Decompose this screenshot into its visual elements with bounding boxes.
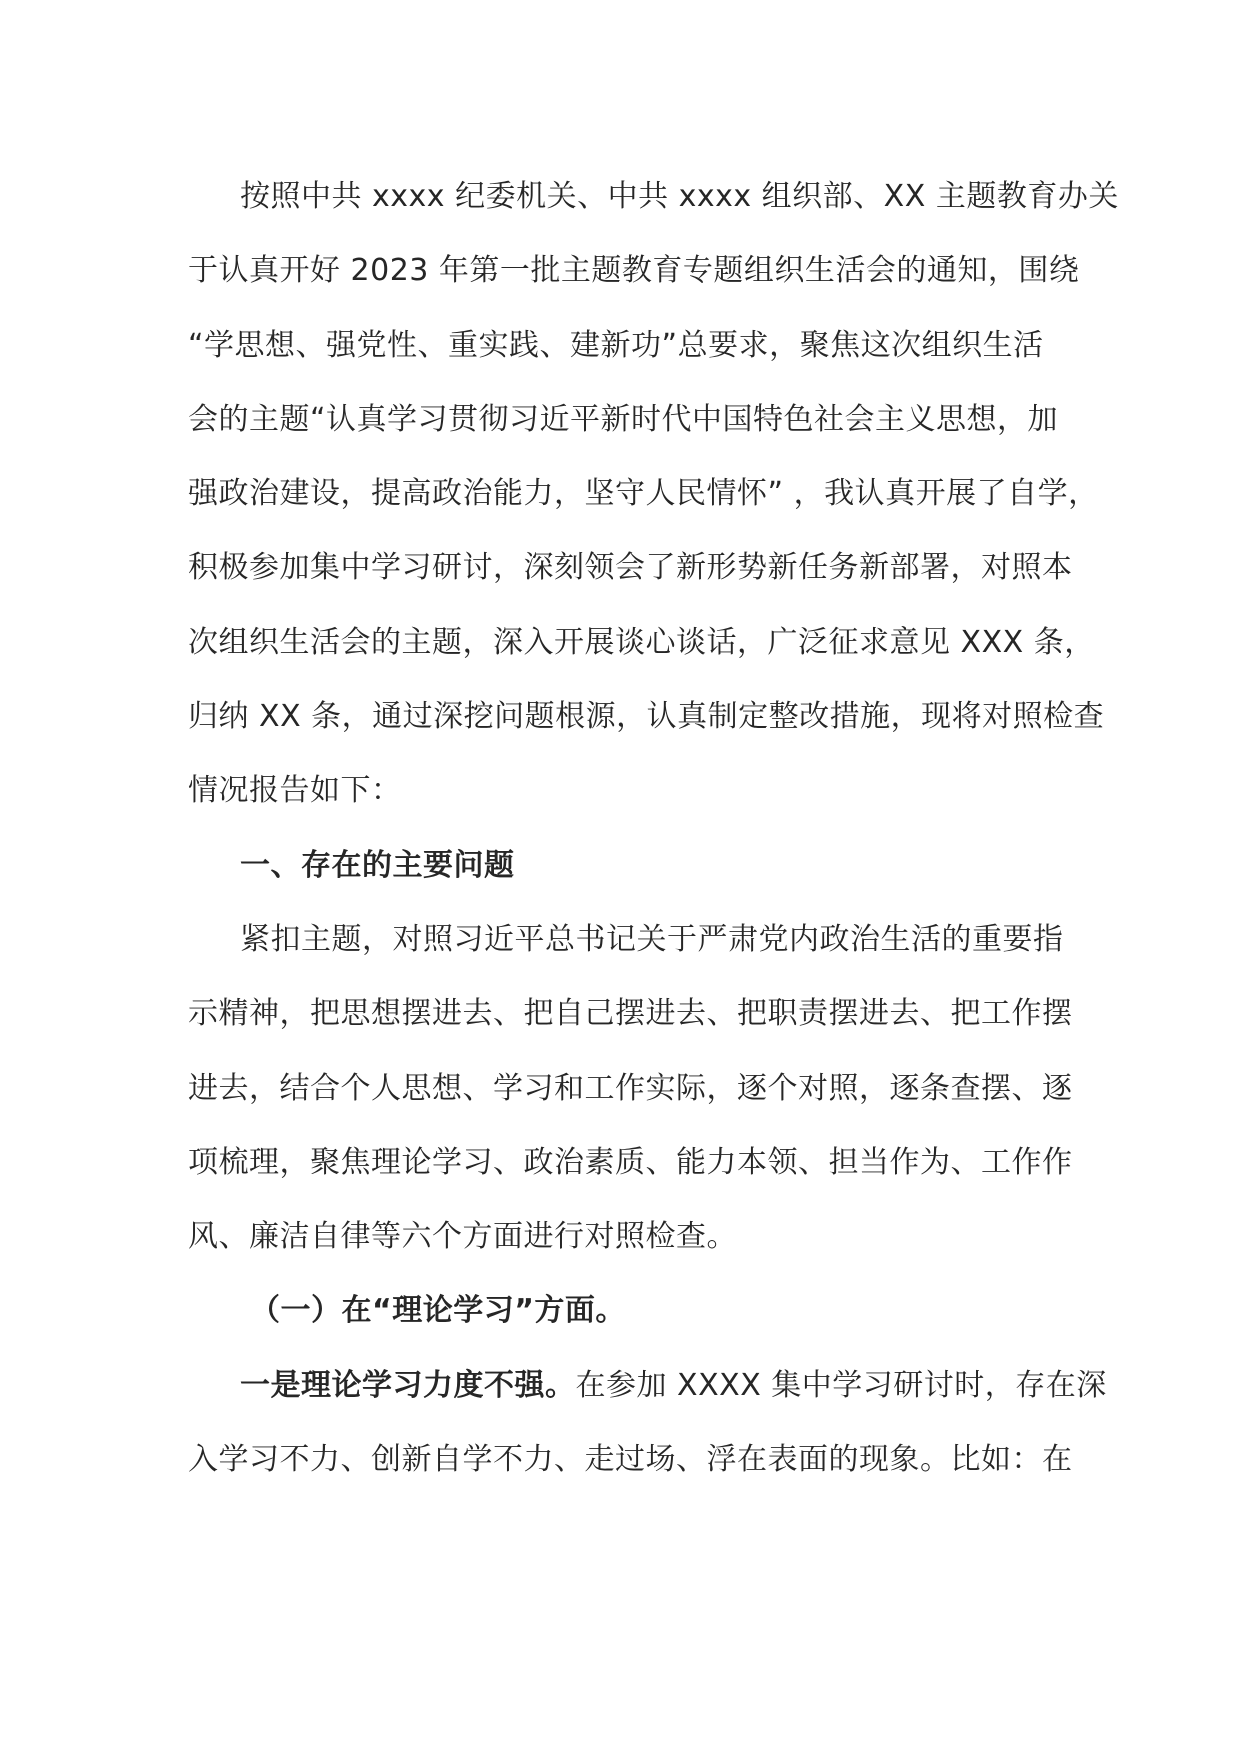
paragraph-overview-line-3: 进去，结合个人思想、学习和工作实际，逐个对照，逐条查摆、逐 xyxy=(188,1070,1073,1106)
paragraph-overview-line-5: 风、廉洁自律等六个方面进行对照检查。 xyxy=(188,1219,737,1255)
paragraph-intro-line-9: 情况报告如下： xyxy=(188,773,402,809)
paragraph-intro-line-1: 按照中共 xxxx 纪委机关、中共 xxxx 组织部、XX 主题教育办关 xyxy=(240,179,1119,214)
paragraph-overview-line-1: 紧扣主题，对照习近平总书记关于严肃党内政治生活的重要指 xyxy=(240,921,1064,957)
paragraph-intro-line-4: 会的主题“认真学习贯彻习近平新时代中国特色社会主义思想，加 xyxy=(188,401,1059,437)
paragraph-overview-line-2: 示精神，把思想摆进去、把自己摆进去、把职责摆进去、把工作摆 xyxy=(188,996,1073,1032)
document-body xyxy=(188,160,1119,1497)
paragraph-point-one-line-1 xyxy=(188,1349,1107,1423)
section-heading-main-problems: 一、存在的主要问题 xyxy=(240,847,515,883)
point-one-lead: 一是理论学习力度不强。 xyxy=(240,1367,576,1403)
paragraph-intro-line-7: 次组织生活会的主题，深入开展谈心谈话，广泛征求意见 XXX 条， xyxy=(188,624,1095,660)
paragraph-intro-line-6: 积极参加集中学习研讨，深刻领会了新形势新任务新部署，对照本 xyxy=(188,550,1073,586)
paragraph-intro-line-8: 归纳 XX 条，通过深挖问题根源，认真制定整改措施，现将对照检查 xyxy=(188,699,1105,735)
paragraph-intro-line-5: 强政治建设，提高政治能力，坚守人民情怀” ，我认真开展了自学， xyxy=(188,476,1099,512)
point-one-text: 在参加 XXXX 集中学习研讨时，存在深 xyxy=(575,1367,1107,1403)
subsection-heading-theory-study: （一）在“理论学习”方面。 xyxy=(250,1293,626,1329)
paragraph-intro-line-3: “学思想、强党性、重实践、建新功”总要求，聚焦这次组织生活 xyxy=(188,327,1044,363)
paragraph-intro-line-2: 于认真开好 2023 年第一批主题教育专题组织生活会的通知，围绕 xyxy=(188,253,1080,289)
paragraph-overview-line-4: 项梳理，聚焦理论学习、政治素质、能力本领、担当作为、工作作 xyxy=(188,1144,1073,1180)
paragraph-point-one-line-2: 入学习不力、创新自学不力、走过场、浮在表面的现象。比如：在 xyxy=(188,1442,1073,1478)
